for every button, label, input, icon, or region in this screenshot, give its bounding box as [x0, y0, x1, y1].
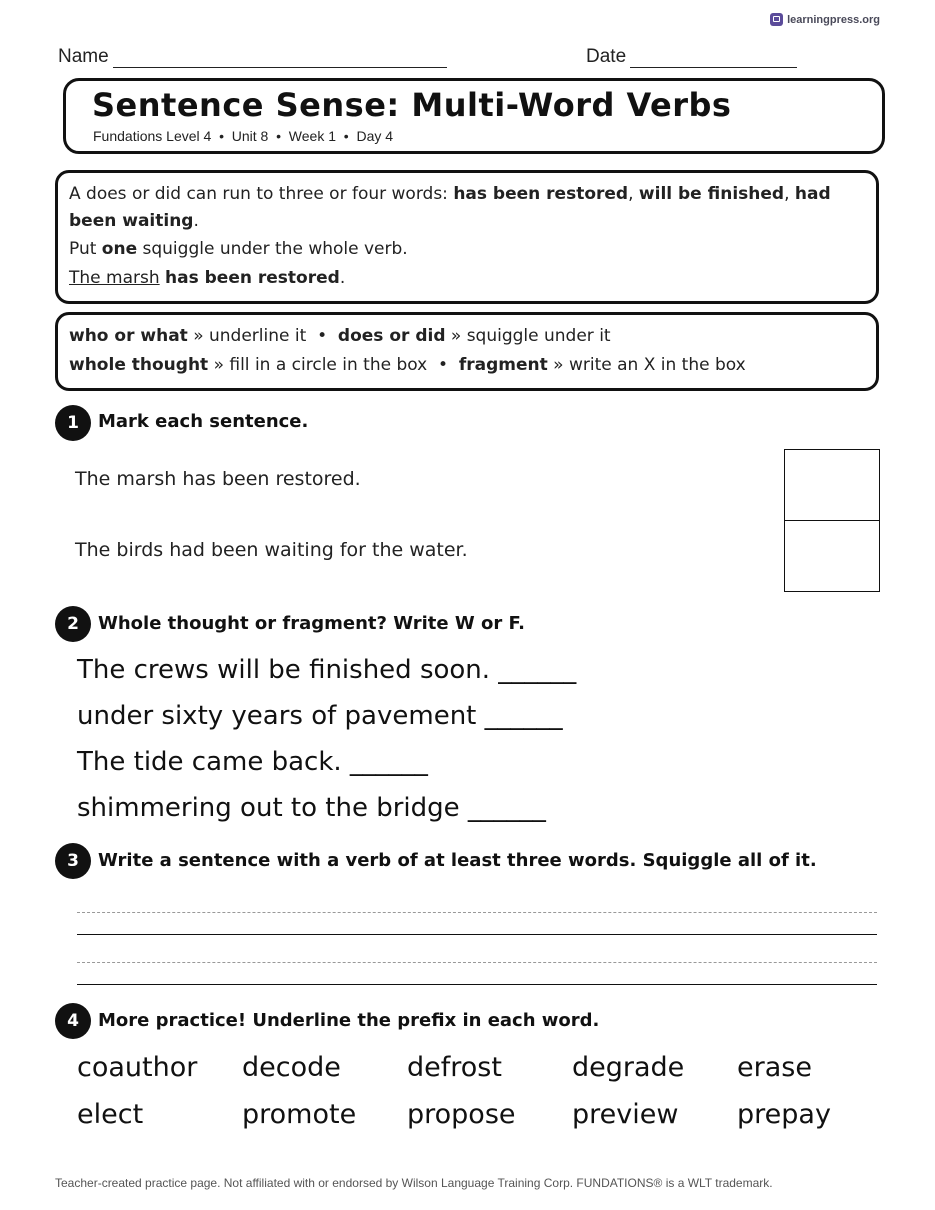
key-whole-thought: whole thought	[69, 355, 209, 375]
wf-item-1[interactable]: The crews will be finished soon. ______	[77, 655, 577, 685]
example-verb-3: had been waiting	[69, 184, 831, 231]
key-does-did: does or did	[337, 326, 446, 346]
example-verb-1: has been restored	[453, 184, 629, 204]
word-propose[interactable]: propose	[407, 1099, 516, 1130]
writing-midline-1	[77, 912, 877, 913]
key-fragment: fragment	[458, 355, 548, 375]
answer-boxes[interactable]	[784, 449, 880, 592]
name-field[interactable]	[58, 46, 447, 68]
section-2-number: 2	[55, 606, 91, 642]
bullet: •	[306, 326, 338, 346]
page-title: Sentence Sense: Multi-Word Verbs	[92, 86, 732, 124]
comma: ,	[628, 184, 639, 204]
example-subject: The marsh	[69, 268, 160, 288]
wf-item-4[interactable]: shimmering out to the bridge ______	[77, 793, 546, 823]
key-line1	[69, 323, 611, 350]
section-1-heading: Mark each sentence.	[98, 411, 309, 432]
page-subtitle: Fundations Level 4 • Unit 8 • Week 1 • Day 4	[93, 128, 394, 144]
footer-disclaimer: Teacher-created practice page. Not affiliated with or endorsed by Wilson Language Training Corp. FUNDATIONS® is a WLT trademark.	[55, 1176, 773, 1190]
key-fill-circle: » fill in a circle in the box	[208, 355, 428, 375]
bullet: •	[427, 355, 459, 375]
date-label: Date	[586, 46, 627, 67]
writing-baseline-2[interactable]	[77, 984, 877, 985]
intro-line2-c: squiggle under the whole verb.	[137, 239, 408, 259]
word-defrost[interactable]: defrost	[407, 1052, 502, 1083]
period: .	[193, 211, 199, 231]
comma: ,	[784, 184, 795, 204]
wf-item-2[interactable]: under sixty years of pavement ______	[77, 701, 563, 731]
section-4-number: 4	[55, 1003, 91, 1039]
key-line2	[69, 352, 746, 379]
section-2-heading: Whole thought or fragment? Write W or F.	[98, 613, 525, 634]
key-underline: » underline it	[187, 326, 307, 346]
intro-line1: A does or did can run to three or four words:	[69, 184, 454, 204]
brand-logo	[770, 13, 880, 26]
answer-box-divider	[785, 520, 879, 521]
section-1-number: 1	[55, 405, 91, 441]
intro-line2-a: Put	[69, 239, 102, 259]
brand-name: learningpress.org	[787, 13, 880, 26]
section-3-heading: Write a sentence with a verb of at least three words. Squiggle all of it.	[98, 850, 817, 871]
section-4-heading: More practice! Underline the prefix in each word.	[98, 1010, 600, 1031]
word-prepay[interactable]: prepay	[737, 1099, 831, 1130]
word-erase[interactable]: erase	[737, 1052, 812, 1083]
example-verb: has been restored	[165, 268, 340, 288]
word-preview[interactable]: preview	[572, 1099, 679, 1130]
word-promote[interactable]: promote	[242, 1099, 357, 1130]
sentence-1: The marsh has been restored.	[75, 468, 361, 490]
example-verb-2: will be finished	[638, 184, 785, 204]
word-coauthor[interactable]: coauthor	[77, 1052, 198, 1083]
intro-line2	[69, 236, 408, 263]
writing-baseline-1[interactable]	[77, 934, 877, 935]
key-squiggle: » squiggle under it	[445, 326, 611, 346]
book-icon	[770, 13, 783, 26]
date-line[interactable]	[630, 49, 797, 68]
key-who-what: who or what	[69, 326, 188, 346]
sentence-2: The birds had been waiting for the water.	[75, 539, 468, 561]
intro-line2-b: one	[101, 239, 138, 259]
writing-midline-2	[77, 962, 877, 963]
intro-text	[69, 181, 869, 235]
wf-item-3[interactable]: The tide came back. ______	[77, 747, 428, 777]
name-line[interactable]	[113, 49, 447, 68]
intro-example	[69, 265, 345, 292]
key-write-x: » write an X in the box	[547, 355, 746, 375]
section-3-number: 3	[55, 843, 91, 879]
word-decode[interactable]: decode	[242, 1052, 341, 1083]
date-field[interactable]	[586, 46, 797, 68]
word-degrade[interactable]: degrade	[572, 1052, 685, 1083]
name-label: Name	[58, 46, 109, 67]
word-elect[interactable]: elect	[77, 1099, 144, 1130]
period: .	[339, 268, 346, 288]
